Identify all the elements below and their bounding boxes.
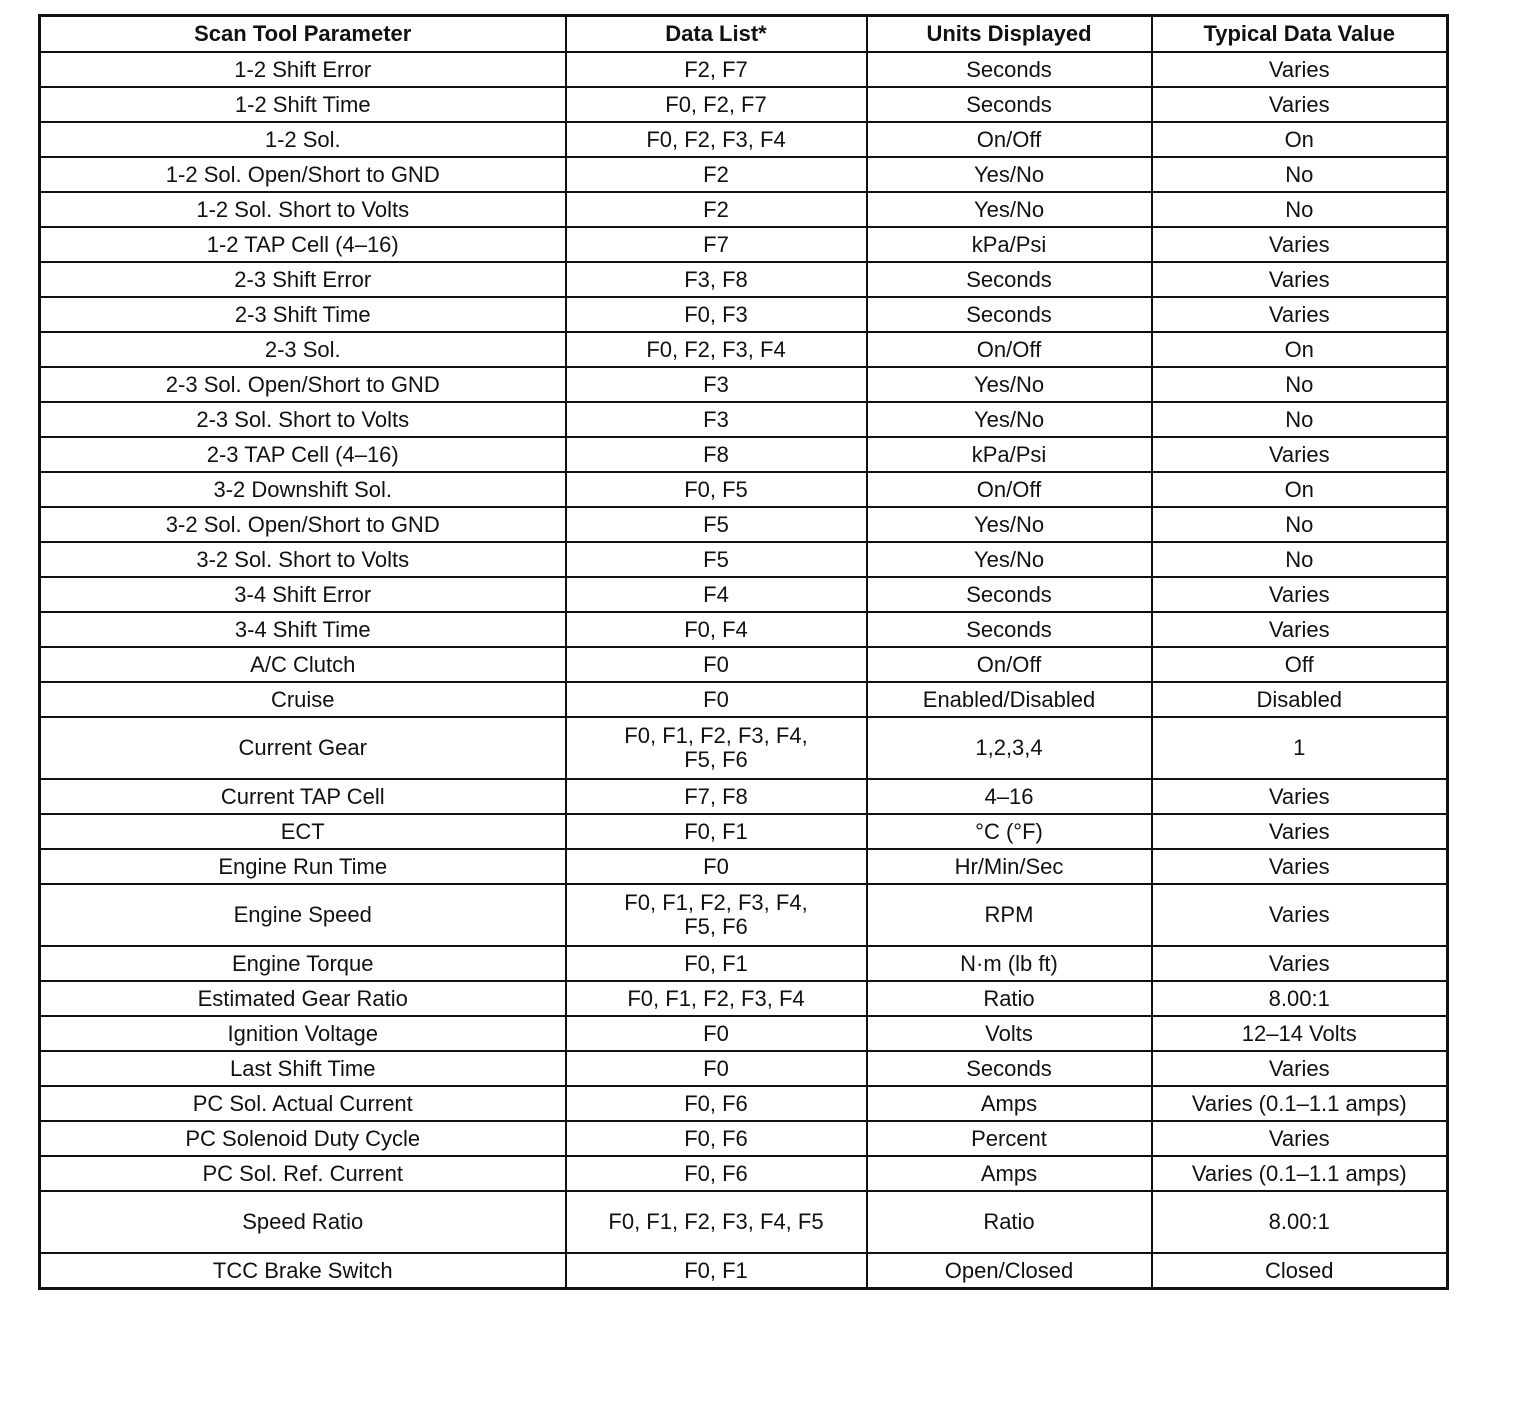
parameter-cell: 1-2 Shift Error (40, 52, 566, 87)
header-row (40, 16, 1448, 53)
units-cell: Ratio (867, 981, 1152, 1016)
typical-value-cell: Varies (1152, 612, 1448, 647)
typical-value-cell: Varies (1152, 87, 1448, 122)
typical-value-cell: No (1152, 192, 1448, 227)
typical-value-cell: No (1152, 367, 1448, 402)
table-row (40, 1086, 1448, 1121)
units-cell: Seconds (867, 1051, 1152, 1086)
parameter-cell: 2-3 Shift Time (40, 297, 566, 332)
units-cell: On/Off (867, 332, 1152, 367)
scan-tool-data-table (38, 14, 1449, 1290)
typical-value-cell: On (1152, 122, 1448, 157)
data-list-cell: F0, F1 (566, 814, 867, 849)
units-cell: Volts (867, 1016, 1152, 1051)
parameter-cell: 1-2 Shift Time (40, 87, 566, 122)
typical-value-cell: Varies (1152, 779, 1448, 814)
table-row (40, 849, 1448, 884)
parameter-cell: Current TAP Cell (40, 779, 566, 814)
table-row (40, 402, 1448, 437)
typical-value-cell: Disabled (1152, 682, 1448, 717)
data-list-cell: F0, F2, F3, F4 (566, 122, 867, 157)
table-row (40, 779, 1448, 814)
units-cell: 1,2,3,4 (867, 717, 1152, 779)
units-cell: Seconds (867, 262, 1152, 297)
parameter-cell: 1-2 Sol. (40, 122, 566, 157)
units-cell: Seconds (867, 297, 1152, 332)
typical-value-cell: Varies (1152, 1121, 1448, 1156)
data-list-cell: F3 (566, 367, 867, 402)
table-row (40, 1253, 1448, 1289)
data-list-cell: F0 (566, 1016, 867, 1051)
data-list-cell: F0 (566, 682, 867, 717)
parameter-cell: 2-3 TAP Cell (4–16) (40, 437, 566, 472)
typical-value-cell: No (1152, 157, 1448, 192)
units-cell: Ratio (867, 1191, 1152, 1253)
units-cell: Hr/Min/Sec (867, 849, 1152, 884)
table-row (40, 367, 1448, 402)
table-body (40, 52, 1448, 1289)
typical-value-cell: Varies (1152, 297, 1448, 332)
data-list-cell: F0, F5 (566, 472, 867, 507)
data-list-cell: F0, F6 (566, 1156, 867, 1191)
parameter-cell: Cruise (40, 682, 566, 717)
typical-value-cell: Varies (1152, 884, 1448, 946)
parameter-cell: Estimated Gear Ratio (40, 981, 566, 1016)
data-list-cell: F8 (566, 437, 867, 472)
header-data-list: Data List* (566, 16, 867, 53)
units-cell: Open/Closed (867, 1253, 1152, 1289)
data-list-cell: F0, F1, F2, F3, F4 (566, 981, 867, 1016)
parameter-cell: Engine Run Time (40, 849, 566, 884)
typical-value-cell: Varies (1152, 577, 1448, 612)
units-cell: Yes/No (867, 367, 1152, 402)
units-cell: On/Off (867, 647, 1152, 682)
typical-value-cell: 8.00:1 (1152, 981, 1448, 1016)
parameter-cell: Engine Speed (40, 884, 566, 946)
parameter-cell: TCC Brake Switch (40, 1253, 566, 1289)
typical-value-cell: Varies (1152, 946, 1448, 981)
typical-value-cell: Varies (1152, 262, 1448, 297)
header-scan-tool-parameter: Scan Tool Parameter (40, 16, 566, 53)
parameter-cell: 3-2 Sol. Short to Volts (40, 542, 566, 577)
parameter-cell: 3-4 Shift Time (40, 612, 566, 647)
units-cell: Seconds (867, 577, 1152, 612)
table-row (40, 577, 1448, 612)
typical-value-cell: Varies (1152, 1051, 1448, 1086)
header-typical-data-value: Typical Data Value (1152, 16, 1448, 53)
parameter-cell: 2-3 Sol. Open/Short to GND (40, 367, 566, 402)
typical-value-cell: Varies (0.1–1.1 amps) (1152, 1156, 1448, 1191)
typical-value-cell: Varies (0.1–1.1 amps) (1152, 1086, 1448, 1121)
scan-tool-data-table-wrapper (38, 14, 1446, 1290)
parameter-cell: PC Sol. Ref. Current (40, 1156, 566, 1191)
data-list-cell: F0 (566, 849, 867, 884)
data-list-cell: F0, F3 (566, 297, 867, 332)
parameter-cell: PC Sol. Actual Current (40, 1086, 566, 1121)
data-list-cell: F7, F8 (566, 779, 867, 814)
data-list-cell: F0, F6 (566, 1086, 867, 1121)
units-cell: 4–16 (867, 779, 1152, 814)
table-row (40, 52, 1448, 87)
data-list-cell: F0, F4 (566, 612, 867, 647)
parameter-cell: A/C Clutch (40, 647, 566, 682)
table-row (40, 1051, 1448, 1086)
table-row (40, 437, 1448, 472)
typical-value-cell: Varies (1152, 814, 1448, 849)
data-list-cell: F0, F2, F3, F4 (566, 332, 867, 367)
data-list-cell: F0, F6 (566, 1121, 867, 1156)
parameter-cell: ECT (40, 814, 566, 849)
data-list-cell: F0, F1 (566, 1253, 867, 1289)
parameter-cell: Current Gear (40, 717, 566, 779)
data-list-cell: F0 (566, 1051, 867, 1086)
table-row (40, 192, 1448, 227)
data-list-cell: F2, F7 (566, 52, 867, 87)
data-list-cell: F2 (566, 192, 867, 227)
data-list-cell: F3, F8 (566, 262, 867, 297)
parameter-cell: 1-2 TAP Cell (4–16) (40, 227, 566, 262)
table-row (40, 612, 1448, 647)
parameter-cell: 1-2 Sol. Open/Short to GND (40, 157, 566, 192)
table-row (40, 682, 1448, 717)
units-cell: Yes/No (867, 157, 1152, 192)
table-row (40, 472, 1448, 507)
data-list-cell: F0, F1, F2, F3, F4, F5, F6 (566, 717, 867, 779)
data-list-cell: F0, F1, F2, F3, F4, F5 (566, 1191, 867, 1253)
table-row (40, 262, 1448, 297)
data-list-cell: F7 (566, 227, 867, 262)
units-cell: N·m (lb ft) (867, 946, 1152, 981)
units-cell: Amps (867, 1086, 1152, 1121)
table-header (40, 16, 1448, 53)
typical-value-cell: No (1152, 402, 1448, 437)
parameter-cell: Ignition Voltage (40, 1016, 566, 1051)
data-list-cell: F0, F2, F7 (566, 87, 867, 122)
table-row (40, 87, 1448, 122)
parameter-cell: Last Shift Time (40, 1051, 566, 1086)
units-cell: Percent (867, 1121, 1152, 1156)
data-list-cell: F4 (566, 577, 867, 612)
parameter-cell: 3-2 Sol. Open/Short to GND (40, 507, 566, 542)
table-row (40, 542, 1448, 577)
data-list-cell: F5 (566, 542, 867, 577)
table-row (40, 157, 1448, 192)
typical-value-cell: Varies (1152, 227, 1448, 262)
typical-value-cell: On (1152, 472, 1448, 507)
table-row (40, 1191, 1448, 1253)
data-list-cell: F2 (566, 157, 867, 192)
units-cell: On/Off (867, 122, 1152, 157)
typical-value-cell: 1 (1152, 717, 1448, 779)
table-row (40, 884, 1448, 946)
parameter-cell: 2-3 Shift Error (40, 262, 566, 297)
typical-value-cell: Closed (1152, 1253, 1448, 1289)
units-cell: Seconds (867, 87, 1152, 122)
parameter-cell: 1-2 Sol. Short to Volts (40, 192, 566, 227)
units-cell: Yes/No (867, 402, 1152, 437)
table-row (40, 122, 1448, 157)
units-cell: On/Off (867, 472, 1152, 507)
typical-value-cell: Varies (1152, 437, 1448, 472)
data-list-cell: F0, F1 (566, 946, 867, 981)
table-row (40, 1016, 1448, 1051)
typical-value-cell: Varies (1152, 849, 1448, 884)
parameter-cell: Speed Ratio (40, 1191, 566, 1253)
table-row (40, 946, 1448, 981)
units-cell: Amps (867, 1156, 1152, 1191)
units-cell: kPa/Psi (867, 227, 1152, 262)
typical-value-cell: Off (1152, 647, 1448, 682)
data-list-cell: F5 (566, 507, 867, 542)
table-row (40, 507, 1448, 542)
units-cell: RPM (867, 884, 1152, 946)
table-row (40, 297, 1448, 332)
table-row (40, 814, 1448, 849)
parameter-cell: 2-3 Sol. Short to Volts (40, 402, 566, 437)
table-row (40, 1121, 1448, 1156)
data-list-cell: F0, F1, F2, F3, F4, F5, F6 (566, 884, 867, 946)
parameter-cell: Engine Torque (40, 946, 566, 981)
units-cell: Enabled/Disabled (867, 682, 1152, 717)
data-list-cell: F0 (566, 647, 867, 682)
table-row (40, 717, 1448, 779)
parameter-cell: 2-3 Sol. (40, 332, 566, 367)
typical-value-cell: 8.00:1 (1152, 1191, 1448, 1253)
typical-value-cell: 12–14 Volts (1152, 1016, 1448, 1051)
units-cell: Yes/No (867, 542, 1152, 577)
table-row (40, 227, 1448, 262)
units-cell: °C (°F) (867, 814, 1152, 849)
units-cell: Yes/No (867, 507, 1152, 542)
header-units-displayed: Units Displayed (867, 16, 1152, 53)
units-cell: Yes/No (867, 192, 1152, 227)
table-row (40, 332, 1448, 367)
table-row (40, 1156, 1448, 1191)
parameter-cell: 3-2 Downshift Sol. (40, 472, 566, 507)
typical-value-cell: Varies (1152, 52, 1448, 87)
typical-value-cell: No (1152, 542, 1448, 577)
parameter-cell: PC Solenoid Duty Cycle (40, 1121, 566, 1156)
data-list-cell: F3 (566, 402, 867, 437)
table-row (40, 981, 1448, 1016)
units-cell: Seconds (867, 52, 1152, 87)
typical-value-cell: No (1152, 507, 1448, 542)
typical-value-cell: On (1152, 332, 1448, 367)
table-row (40, 647, 1448, 682)
units-cell: kPa/Psi (867, 437, 1152, 472)
units-cell: Seconds (867, 612, 1152, 647)
parameter-cell: 3-4 Shift Error (40, 577, 566, 612)
